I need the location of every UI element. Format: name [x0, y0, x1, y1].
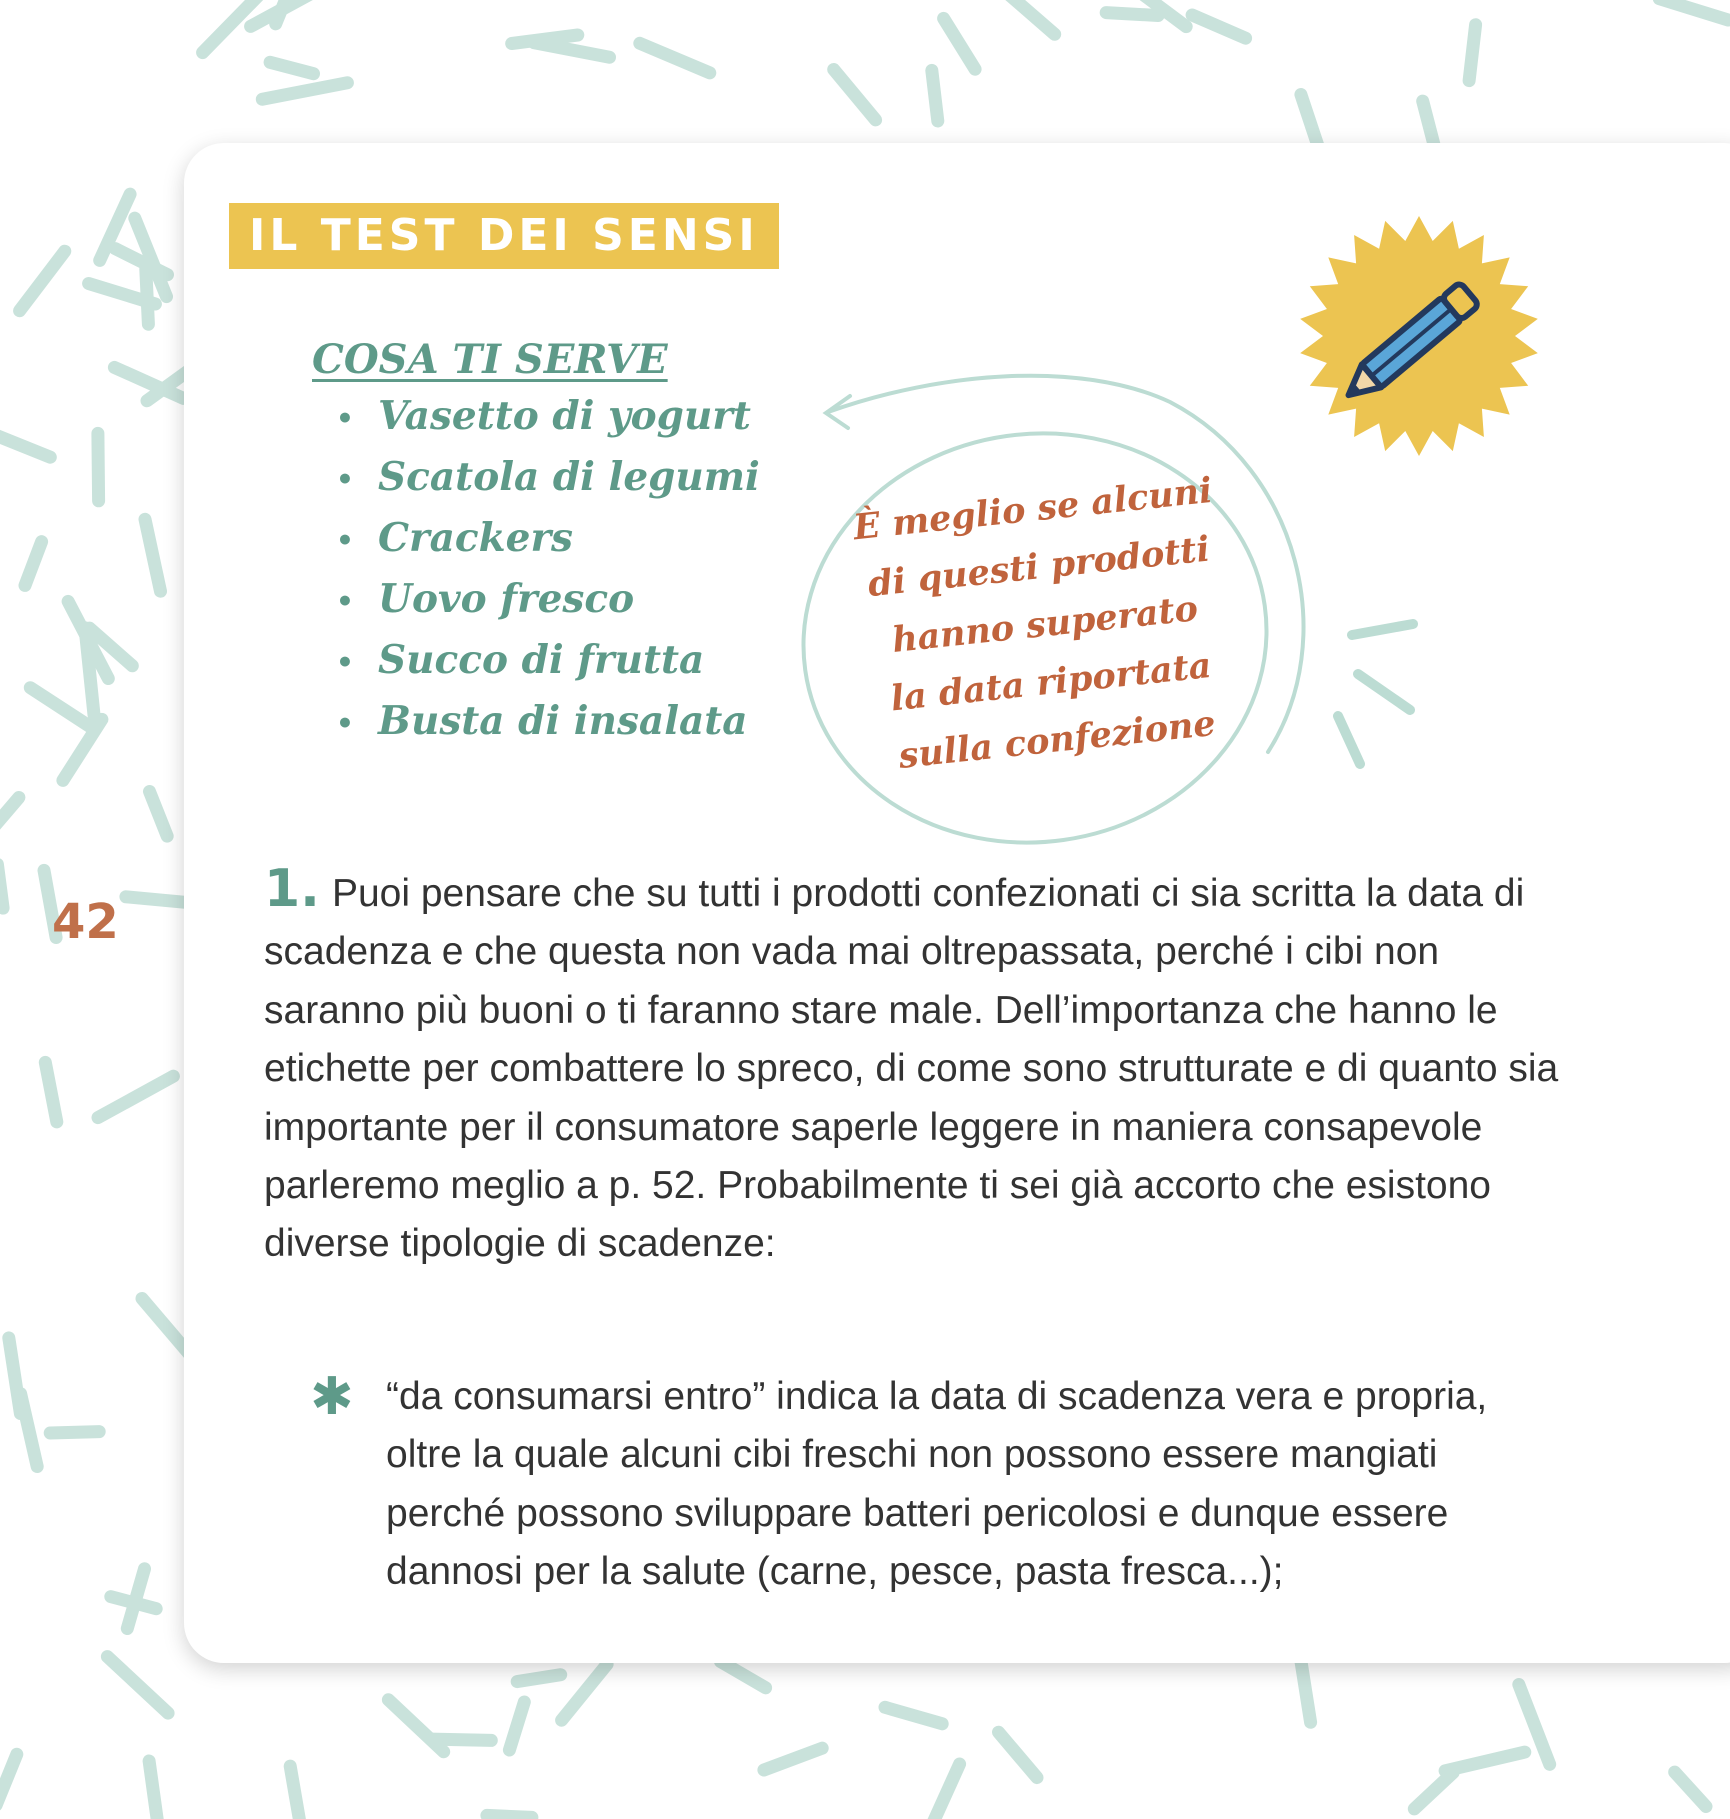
sprinkle	[149, 1761, 160, 1819]
bullet-dot-icon: •	[336, 646, 354, 679]
note-line: la data riportata	[888, 644, 1214, 720]
sprinkle	[98, 1076, 173, 1117]
section-title: IL TEST DEI SENSI	[229, 203, 779, 269]
sprinkle	[562, 1664, 608, 1720]
sprinkle	[721, 1662, 766, 1688]
sprinkle	[270, 62, 313, 73]
list-item	[310, 1368, 1590, 1602]
sprinkle	[1469, 25, 1476, 81]
bullet-dot-icon: •	[336, 402, 354, 435]
sprinkle	[944, 18, 976, 69]
sprinkle	[640, 43, 710, 73]
sprinkle	[834, 70, 876, 120]
bullet-dot-icon: •	[336, 585, 354, 618]
sprinkle	[262, 83, 347, 100]
sprinkle	[388, 1700, 443, 1752]
sprinkle	[1192, 15, 1246, 38]
list-item: • Busta di insalata	[336, 692, 732, 753]
sprinkle	[150, 792, 168, 837]
sprinkle	[534, 43, 609, 58]
materials-heading: COSA TI SERVE	[312, 336, 668, 383]
sprinkle	[1414, 1773, 1453, 1809]
materials-panel	[312, 336, 760, 753]
note-line: di questi prodotti	[866, 528, 1212, 606]
sprinkle	[1423, 101, 1435, 149]
note-line: sulla confezione	[896, 702, 1218, 777]
sprinkle	[111, 1597, 156, 1609]
note-line: hanno superato	[890, 588, 1200, 661]
sprinkle	[509, 1702, 524, 1750]
materials-list	[312, 387, 760, 753]
sprinkle	[0, 864, 3, 908]
sprinkle	[1106, 13, 1158, 16]
sprinkle	[1659, 0, 1728, 20]
sprinkle	[926, 1764, 959, 1819]
sprinkle	[251, 0, 328, 26]
bullet-list	[310, 1368, 1590, 1602]
pencil-badge	[1294, 214, 1544, 458]
bullet-line: oltre la quale alcuni cibi freschi non possono essere mangiati	[386, 1433, 1438, 1477]
sprinkle	[20, 251, 65, 311]
sprinkle	[0, 798, 19, 842]
step-text: Puoi pensare che su tutti i prodotti confezionati ci sia scritta la data di scadenza e che questa non vada mai oltrepassata, perché i cibi non saranno più buoni o ti faranno stare male. Dell’importanza che hanno le etichette per combattere lo spreco, di come sono strutturate e di quanto sia importante per il consumatore saperle leggere in maniera consapevole parleremo meglio a p. 52. Probabilmente ti sei già accorto che esistono diverse tipologie di scadenze:	[264, 872, 1559, 1266]
sprinkle	[25, 542, 42, 586]
sprinkle	[0, 1754, 17, 1805]
bullet-dot-icon: •	[336, 524, 354, 557]
circle-note	[836, 460, 1254, 789]
sprinkle	[45, 1062, 57, 1122]
sprinkle	[290, 1766, 299, 1819]
bullet-line: “da consumarsi entro” indica la data di scadenza vera e propria,	[386, 1375, 1488, 1418]
sprinkle	[107, 1657, 168, 1714]
asterisk-icon: ✱	[310, 1367, 354, 1427]
sprinkle	[0, 435, 50, 457]
sprinkle	[98, 433, 99, 500]
bullet-dot-icon: •	[336, 707, 354, 740]
sprinkle	[999, 1732, 1038, 1777]
sprinkle	[885, 1707, 942, 1724]
bullet-line: dannosi per la salute (carne, pesce, pasta fresca...);	[386, 1550, 1284, 1594]
sprinkle	[21, 1394, 38, 1467]
bullet-dot-icon: •	[336, 463, 354, 496]
sprinkle	[1301, 95, 1319, 149]
page-number: 42	[52, 894, 119, 950]
list-item: • Crackers	[336, 509, 732, 570]
list-item: • Succo di frutta	[336, 631, 732, 692]
sprinkle	[145, 519, 161, 591]
list-item: • Vasetto di yogurt	[336, 387, 732, 448]
list-item: • Uovo fresco	[336, 570, 732, 631]
sprinkle	[932, 70, 938, 121]
sprinkle	[517, 1675, 561, 1682]
sprinkle	[764, 1748, 822, 1770]
note-line: È meglio se alcuni	[851, 469, 1215, 549]
step-paragraph	[264, 860, 1564, 1274]
sprinkle	[50, 1432, 99, 1433]
step-number: 1.	[264, 859, 320, 919]
sprinkle	[30, 688, 91, 728]
sprinkle	[990, 0, 1055, 34]
list-item: • Scatola di legumi	[336, 448, 732, 509]
sprinkle	[487, 1815, 532, 1817]
sprinkle	[1675, 1772, 1706, 1806]
bullet-line: perché possono sviluppare batteri pericolosi e dunque essere	[386, 1491, 1449, 1535]
